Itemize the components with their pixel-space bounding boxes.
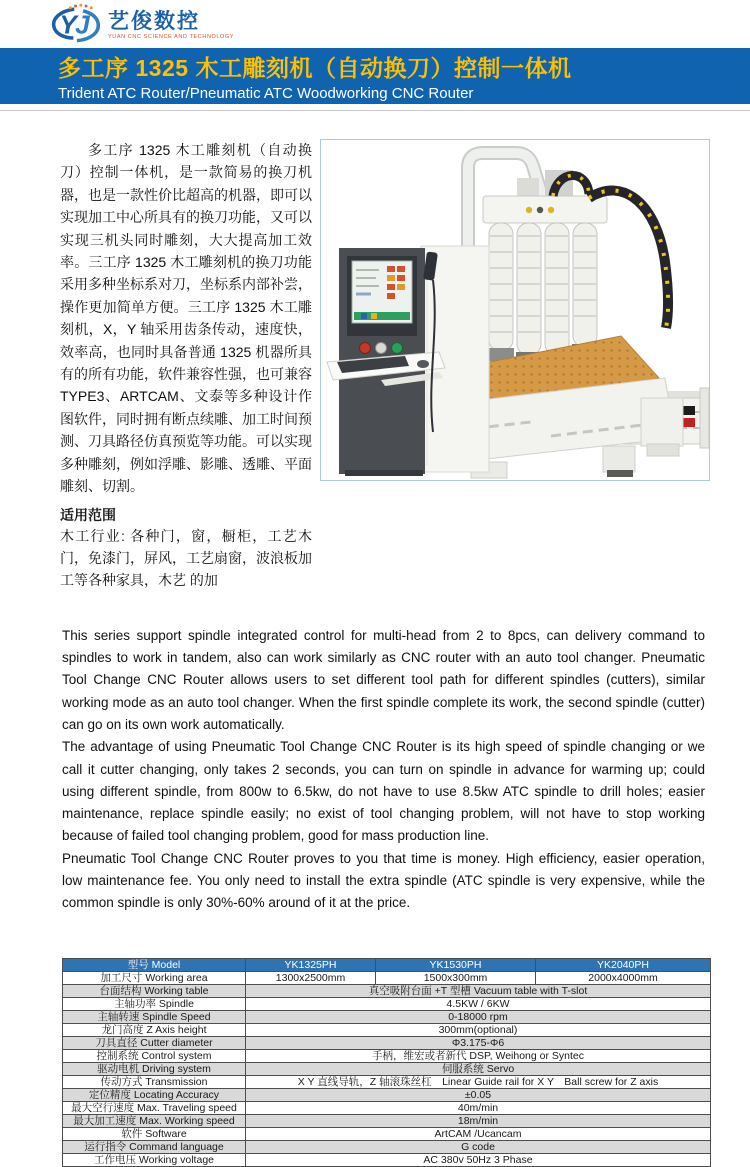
spec-header-model-3: YK2040PH (536, 958, 711, 971)
spec-row-label: 传动方式 Transmission (63, 1075, 246, 1088)
spec-row (63, 1036, 711, 1049)
product-photo (320, 139, 710, 481)
spec-row-value: 4.5KW / 6KW (246, 997, 711, 1010)
spec-row-value: ±0.05 (246, 1088, 711, 1101)
spec-row-value: 伺服系统 Servo (246, 1062, 711, 1075)
spec-table-section (0, 915, 750, 1167)
title-banner (0, 48, 750, 104)
description-section (0, 592, 750, 915)
intro-column (60, 139, 312, 592)
spec-row-value: 40m/min (246, 1101, 711, 1114)
company-name: 艺俊数控 (108, 10, 200, 33)
spec-header-model-2: YK1530PH (376, 958, 536, 971)
product-subtitle: Trident ATC Router/Pneumatic ATC Woodworking CNC Router (58, 85, 474, 102)
spec-row-value: 300mm(optional) (246, 1023, 711, 1036)
spec-header-model-1: YK1325PH (246, 958, 376, 971)
spec-row-label: 主轴转速 Spindle Speed (63, 1010, 246, 1023)
description-paragraph-3: Pneumatic Tool Change CNC Router proves to you that time is money. High efficiency, easier operation, low maintenance fee. You only need to install the extra spindle (ATC spindle is very expensive, while the common spindle is only 30%-60% around of it at the price. (62, 850, 705, 911)
spec-row (63, 971, 711, 984)
spec-row (63, 1140, 711, 1153)
spec-row-label: 工作电压 Working voltage (63, 1153, 246, 1166)
scope-heading: 适用范围 (60, 506, 116, 523)
spec-row-value: 真空吸附台面 +T 型槽 Vacuum table with T-slot (246, 984, 711, 997)
spec-row (63, 984, 711, 997)
spec-row (63, 1049, 711, 1062)
spec-row-value: 18m/min (246, 1114, 711, 1127)
page-header (0, 0, 750, 48)
product-title: 多工序 1325 木工雕刻机（自动换刀）控制一体机 (58, 55, 572, 81)
spec-row-label: 龙门高度 Z Axis height (63, 1023, 246, 1036)
company-tagline: YUAN CNC SCIENCE AND TECHNOLOGY (108, 34, 235, 40)
spec-row-label: 驱动电机 Driving system (63, 1062, 246, 1075)
spec-header-model-label: 型号 Model (63, 958, 246, 971)
spec-row (63, 1088, 711, 1101)
spec-row (63, 1153, 711, 1166)
spec-table (62, 958, 711, 1167)
spec-row-value: ArtCAM /Ucancam (246, 1127, 711, 1140)
spec-row (63, 1062, 711, 1075)
spec-row-label: 控制系统 Control system (63, 1049, 246, 1062)
spec-row (63, 1023, 711, 1036)
spec-row-value: 1300x2500mm (246, 971, 376, 984)
spec-row-label: 加工尺寸 Working area (63, 971, 246, 984)
spec-row-value: AC 380v 50Hz 3 Phase (246, 1153, 711, 1166)
spec-row-value: Φ3.175-Φ6 (246, 1036, 711, 1049)
description-paragraph-2: The advantage of using Pneumatic Tool Change CNC Router is its high speed of spindle changing or we call it cutter changing, only takes 2 seconds, you can turn on spindle in advance for warming up; could using different spindle, from 800w to 6.5kw, do not have to use 8.5kw ATC spindle to drill holes; easier maintenance, replace spindle easily; no exist of tool changing problem, will not have to stop working because of failed tool changing problem, good for mass production line. (62, 739, 705, 844)
description-paragraph-1: This series support spindle integrated control for multi-head from 2 to 8pcs, can delivery command to spindles to work in tandem, also can work similarly as CNC router with an auto tool changer. Pneumatic Tool Change CNC Router allows users to set different tool path for different spindles (cutters), similar working mode as an auto tool changer. When the first spindle complete its work, the second spindle (cutter) can go on its own work automatically. (62, 627, 705, 732)
spec-row-label: 软件 Software (63, 1127, 246, 1140)
spec-row (63, 1101, 711, 1114)
spec-row-value: 2000x4000mm (536, 971, 711, 984)
company-logo (48, 3, 234, 45)
svg-text:J: J (75, 9, 90, 40)
spec-row-label: 最大加工速度 Max. Working speed (63, 1114, 246, 1127)
cnc-machine-illustration (321, 140, 709, 480)
spec-row (63, 1010, 711, 1023)
spec-row-value: X Y 直线导轨，Z 轴滚珠丝杠 Linear Guide rail for X Y Ball screw for Z axis (246, 1075, 711, 1088)
spec-row (63, 1075, 711, 1088)
spec-row-label: 台面结构 Working table (63, 984, 246, 997)
spec-row-value: 0-18000 rpm (246, 1010, 711, 1023)
spec-row (63, 997, 711, 1010)
spec-row (63, 1127, 711, 1140)
intro-paragraph: 多工序 1325 木工雕刻机（自动换刀）控制一体机，是一款简易的换刀机器，也是一款性价比超高的机器，即可以实现加工中心所具有的换刀功能，又可以实现三机头同时雕刻，大大提高加工效率。三工序 1325 木工雕刻机的换刀功能采用多种坐标系对刀，坐标系内部补尝，操作更加简单方便。三工序 1325 木工雕刻机，X，Y 轴采用齿条传动，速度快，效率高，也同时具备普通 1325 机器所具有的所有功能，软件兼容性强，也可兼容 TYPE3、ARTCAM、文泰等多种设计作图软件，同时拥有断点续雕、加工时间预测、刀具路径仿真预览等功能。可以实现多种雕刻，例如浮雕、影雕、透雕、平面雕刻、切割。 (60, 142, 312, 495)
logo-yj-icon (48, 3, 104, 45)
spec-row-value: 1500x300mm (376, 971, 536, 984)
spec-row-label: 运行指令 Command language (63, 1140, 246, 1153)
spec-row-value: 手柄，维宏或者新代 DSP, Weihong or Syntec (246, 1049, 711, 1062)
spec-row-label: 定位精度 Locating Accuracy (63, 1088, 246, 1101)
scope-text: 木工行业: 各种门，窗，橱柜，工艺木门，免漆门，屏风，工艺扇窗，波浪板加工等各种家具，木艺 的加 (60, 527, 312, 589)
spec-row-label: 最大空行速度 Max. Traveling speed (63, 1101, 246, 1114)
main-section (0, 111, 750, 592)
spec-table-body (63, 971, 711, 1166)
spec-header-row (63, 958, 711, 971)
svg-text:Y: Y (59, 9, 77, 40)
spec-row (63, 1114, 711, 1127)
spec-row-value: G code (246, 1140, 711, 1153)
spec-row-label: 主轴功率 Spindle (63, 997, 246, 1010)
spec-row-label: 刀具直径 Cutter diameter (63, 1036, 246, 1049)
